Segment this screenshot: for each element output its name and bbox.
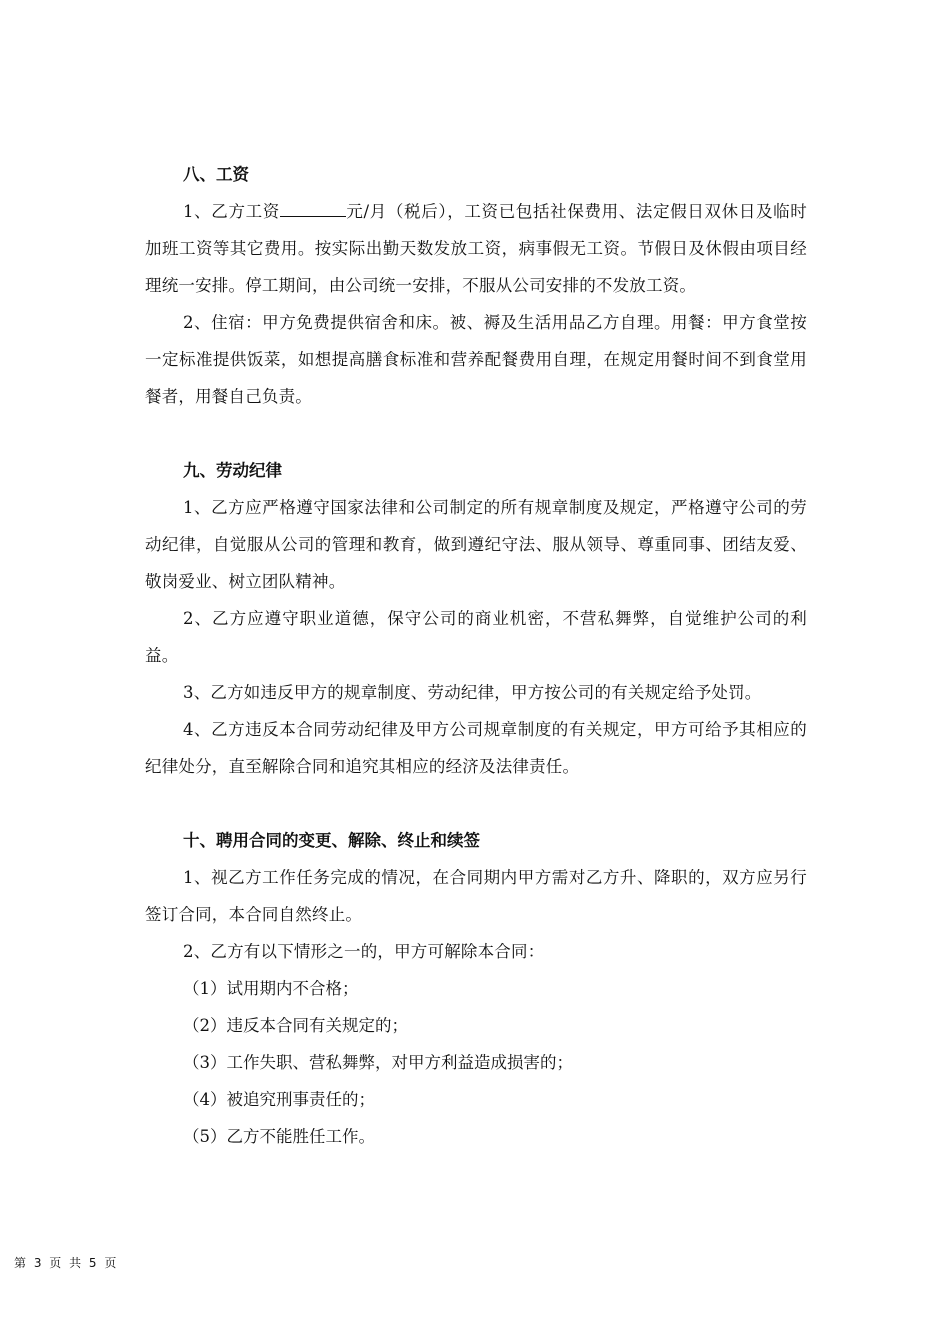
discipline-paragraph-2: 2、乙方应遵守职业道德，保守公司的商业机密，不营私舞弊，自觉维护公司的利益。 xyxy=(145,609,807,665)
section-wage xyxy=(145,156,807,415)
page-number-footer: 第 3 页 共 5 页 xyxy=(14,1256,119,1270)
contract-paragraph-2: 2、乙方有以下情形之一的，甲方可解除本合同： xyxy=(183,942,545,961)
section-spacer xyxy=(145,415,807,452)
wage-amount-blank xyxy=(280,198,346,217)
discipline-paragraph-1: 1、乙方应严格遵守国家法律和公司制定的所有规章制度及规定，严格遵守公司的劳动纪律，自觉服从公司的管理和教育，做到遵纪守法、服从领导、尊重同事、团结友爱、敬岗爱业、树立团队精神。 xyxy=(145,498,807,591)
section-contract xyxy=(145,822,807,1155)
wage-p1-suffix: 元/月（税后），工资已包括社保费用、法定假日双休日及临时加班工资等其它费用。按实际出勤天数发放工资，病事假无工资。节假日及休假由项目经理统一安排。停工期间，由公司统一安排，不服从公司安排的不发放工资。 xyxy=(145,202,807,295)
section-heading-contract: 十、聘用合同的变更、解除、终止和续签 xyxy=(183,831,480,850)
list-item: （1）试用期内不合格； xyxy=(183,979,359,998)
discipline-paragraph-3: 3、乙方如违反甲方的规章制度、劳动纪律，甲方按公司的有关规定给予处罚。 xyxy=(183,683,762,702)
wage-paragraph-2: 2、住宿：甲方免费提供宿舍和床。被、褥及生活用品乙方自理。用餐：甲方食堂按一定标准提供饭菜，如想提高膳食标准和营养配餐费用自理，在规定用餐时间不到食堂用餐者，用餐自己负责。 xyxy=(145,313,807,406)
list-item: （4）被追究刑事责任的； xyxy=(183,1090,375,1109)
discipline-paragraph-4: 4、乙方违反本合同劳动纪律及甲方公司规章制度的有关规定，甲方可给予其相应的纪律处分，直至解除合同和追究其相应的经济及法律责任。 xyxy=(145,720,807,776)
document-body xyxy=(145,156,807,1155)
list-item: （2）违反本合同有关规定的； xyxy=(183,1016,408,1035)
section-discipline xyxy=(145,452,807,785)
section-heading-discipline: 九、劳动纪律 xyxy=(183,461,282,480)
contract-paragraph-1: 1、视乙方工作任务完成的情况，在合同期内甲方需对乙方升、降职的，双方应另行签订合同，本合同自然终止。 xyxy=(145,868,807,924)
wage-p1-prefix: 1、乙方工资 xyxy=(183,202,280,221)
wage-paragraph-1 xyxy=(145,193,807,304)
section-heading-wage: 八、工资 xyxy=(183,165,249,184)
section-spacer xyxy=(145,785,807,822)
list-item: （3）工作失职、营私舞弊，对甲方利益造成损害的； xyxy=(183,1053,573,1072)
list-item: （5）乙方不能胜任工作。 xyxy=(183,1127,375,1146)
